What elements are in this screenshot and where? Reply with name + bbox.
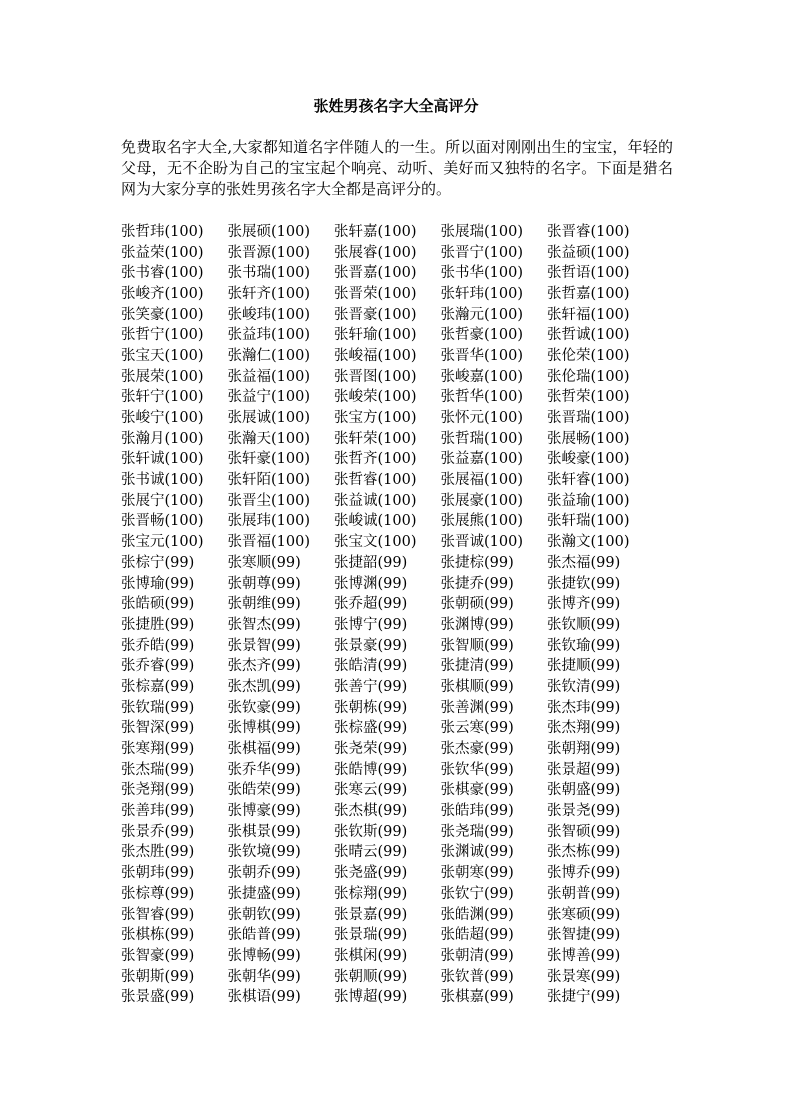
- name-entry: 张瀚元(100): [440, 306, 523, 323]
- name-row: [121, 241, 681, 262]
- name-entry: 张朝维(99): [227, 596, 301, 613]
- name-entry: 张钦普(99): [440, 968, 514, 985]
- name-entry: 张峻嘉(100): [440, 368, 523, 385]
- name-entry: 张晋诚(100): [440, 534, 523, 551]
- name-row: [121, 448, 681, 469]
- name-entry: 张峻福(100): [334, 347, 417, 364]
- name-entry: 张云寒(99): [440, 720, 514, 737]
- name-entry: 张景寒(99): [547, 968, 621, 985]
- name-entry: 张晋福(100): [227, 534, 310, 551]
- name-entry: 张钦境(99): [227, 844, 301, 861]
- name-entry: 张书华(100): [440, 265, 523, 282]
- name-entry: 张朝清(99): [440, 947, 514, 964]
- name-entry: 张皓渊(99): [440, 906, 514, 923]
- name-entry: 张书睿(100): [121, 265, 204, 282]
- name-entry: 张钦华(99): [440, 761, 514, 778]
- name-entry: 张智杰(99): [227, 616, 301, 633]
- name-entry: 张皓荣(99): [227, 782, 301, 799]
- name-row: [121, 261, 681, 282]
- name-row: [121, 861, 681, 882]
- name-row: [121, 923, 681, 944]
- name-entry: 张智深(99): [121, 720, 195, 737]
- name-entry: 张景豪(99): [334, 637, 408, 654]
- name-entry: 张钦顺(99): [547, 616, 621, 633]
- name-entry: 张景智(99): [227, 637, 301, 654]
- name-entry: 张轩陌(100): [227, 472, 310, 489]
- name-row: [121, 427, 681, 448]
- name-entry: 张朝普(99): [547, 885, 621, 902]
- name-entry: 张博渊(99): [334, 575, 408, 592]
- name-entry: 张善玮(99): [121, 803, 195, 820]
- name-entry: 张捷盛(99): [227, 885, 301, 902]
- name-entry: 张晋荣(100): [334, 285, 417, 302]
- name-entry: 张皓清(99): [334, 658, 408, 675]
- name-entry: 张景盛(99): [121, 989, 195, 1006]
- name-row: [121, 386, 681, 407]
- name-entry: 张杰翔(99): [547, 720, 621, 737]
- name-entry: 张朝寒(99): [440, 865, 514, 882]
- name-entry: 张棋栋(99): [121, 927, 195, 944]
- name-entry: 张尧荣(99): [334, 741, 408, 758]
- name-entry: 张轩瑞(100): [547, 513, 630, 530]
- name-entry: 张渊诚(99): [440, 844, 514, 861]
- name-row: [121, 613, 681, 634]
- name-entry: 张捷清(99): [440, 658, 514, 675]
- name-entry: 张寒云(99): [334, 782, 408, 799]
- name-entry: 张乔华(99): [227, 761, 301, 778]
- name-entry: 张博齐(99): [547, 596, 621, 613]
- name-entry: 张展睿(100): [334, 244, 417, 261]
- name-row: [121, 882, 681, 903]
- name-entry: 张杰豪(99): [440, 741, 514, 758]
- name-entry: 张哲瑞(100): [440, 430, 523, 447]
- name-entry: 张钦宁(99): [440, 885, 514, 902]
- name-entry: 张益瑜(100): [547, 492, 630, 509]
- name-entry: 张益荣(100): [121, 244, 204, 261]
- name-entry: 张景乔(99): [121, 823, 195, 840]
- name-entry: 张博畅(99): [227, 947, 301, 964]
- name-entry: 张宝天(100): [121, 347, 204, 364]
- name-entry: 张尧瑞(99): [440, 823, 514, 840]
- name-entry: 张景瑞(99): [334, 927, 408, 944]
- name-row: [121, 468, 681, 489]
- name-entry: 张展豪(100): [440, 492, 523, 509]
- name-entry: 张朝栋(99): [334, 699, 408, 716]
- name-entry: 张展玮(100): [227, 513, 310, 530]
- name-entry: 张哲华(100): [440, 389, 523, 406]
- name-row: [121, 675, 681, 696]
- name-row: [121, 841, 681, 862]
- name-row: [121, 323, 681, 344]
- name-entry: 张展硕(100): [227, 223, 310, 240]
- name-entry: 张棕宁(99): [121, 554, 195, 571]
- name-entry: 张峻荣(100): [334, 389, 417, 406]
- name-entry: 张棋闲(99): [334, 947, 408, 964]
- name-row: [121, 344, 681, 365]
- name-entry: 张轩玮(100): [440, 285, 523, 302]
- name-entry: 张朝硕(99): [440, 596, 514, 613]
- name-entry: 张博瑜(99): [121, 575, 195, 592]
- name-entry: 张朝盛(99): [547, 782, 621, 799]
- name-entry: 张宝方(100): [334, 410, 417, 427]
- name-entry: 张杰齐(99): [227, 658, 301, 675]
- name-row: [121, 654, 681, 675]
- name-entry: 张展瑞(100): [440, 223, 523, 240]
- name-entry: 张棋景(99): [227, 823, 301, 840]
- name-entry: 张善宁(99): [334, 678, 408, 695]
- name-entry: 张博乔(99): [547, 865, 621, 882]
- name-row: [121, 985, 681, 1006]
- name-row: [121, 696, 681, 717]
- name-entry: 张书诚(100): [121, 472, 204, 489]
- name-entry: 张益诚(100): [334, 492, 417, 509]
- name-entry: 张棋嘉(99): [440, 989, 514, 1006]
- name-entry: 张宝文(100): [334, 534, 417, 551]
- name-entry: 张棋福(99): [227, 741, 301, 758]
- name-entry: 张哲宁(100): [121, 327, 204, 344]
- name-entry: 张杰凯(99): [227, 678, 301, 695]
- name-entry: 张皓硕(99): [121, 596, 195, 613]
- name-entry: 张博宁(99): [334, 616, 408, 633]
- name-entry: 张捷乔(99): [440, 575, 514, 592]
- name-entry: 张朝斯(99): [121, 968, 195, 985]
- name-entry: 张皓普(99): [227, 927, 301, 944]
- name-entry: 张景尧(99): [547, 803, 621, 820]
- name-list: [121, 220, 681, 1006]
- name-entry: 张杰玮(99): [547, 699, 621, 716]
- name-entry: 张朝尊(99): [227, 575, 301, 592]
- name-entry: 张寒顺(99): [227, 554, 301, 571]
- name-entry: 张棋语(99): [227, 989, 301, 1006]
- name-entry: 张轩宁(100): [121, 389, 204, 406]
- name-row: [121, 965, 681, 986]
- name-entry: 张钦清(99): [547, 678, 621, 695]
- name-entry: 张晋华(100): [440, 347, 523, 364]
- name-entry: 张渊博(99): [440, 616, 514, 633]
- name-row: [121, 737, 681, 758]
- name-entry: 张博超(99): [334, 989, 408, 1006]
- name-entry: 张晋瑞(100): [547, 410, 630, 427]
- name-entry: 张智顺(99): [440, 637, 514, 654]
- name-entry: 张晴云(99): [334, 844, 408, 861]
- name-entry: 张益硕(100): [547, 244, 630, 261]
- name-entry: 张轩荣(100): [334, 430, 417, 447]
- name-entry: 张哲齐(100): [334, 451, 417, 468]
- name-entry: 张朝钦(99): [227, 906, 301, 923]
- name-entry: 张皓玮(99): [440, 803, 514, 820]
- name-entry: 张尧盛(99): [334, 865, 408, 882]
- name-entry: 张钦斯(99): [334, 823, 408, 840]
- name-entry: 张益嘉(100): [440, 451, 523, 468]
- name-entry: 张捷宁(99): [547, 989, 621, 1006]
- name-entry: 张轩齐(100): [227, 285, 310, 302]
- name-entry: 张峻齐(100): [121, 285, 204, 302]
- name-entry: 张轩诚(100): [121, 451, 204, 468]
- name-entry: 张博棋(99): [227, 720, 301, 737]
- name-row: [121, 220, 681, 241]
- name-entry: 张怀元(100): [440, 410, 523, 427]
- name-row: [121, 489, 681, 510]
- name-entry: 张朝顺(99): [334, 968, 408, 985]
- name-entry: 张峻宁(100): [121, 410, 204, 427]
- name-entry: 张朝乔(99): [227, 865, 301, 882]
- name-entry: 张杰瑞(99): [121, 761, 195, 778]
- name-entry: 张瀚文(100): [547, 534, 630, 551]
- name-entry: 张晋宁(100): [440, 244, 523, 261]
- name-entry: 张善渊(99): [440, 699, 514, 716]
- name-entry: 张乔超(99): [334, 596, 408, 613]
- name-entry: 张展畅(100): [547, 430, 630, 447]
- name-row: [121, 944, 681, 965]
- name-entry: 张轩瑜(100): [334, 327, 417, 344]
- name-entry: 张皓博(99): [334, 761, 408, 778]
- name-entry: 张轩豪(100): [227, 451, 310, 468]
- name-entry: 张棕嘉(99): [121, 678, 195, 695]
- name-entry: 张峻诚(100): [334, 513, 417, 530]
- name-entry: 张哲荣(100): [547, 389, 630, 406]
- name-entry: 张朝翔(99): [547, 741, 621, 758]
- name-entry: 张晋图(100): [334, 368, 417, 385]
- name-entry: 张捷棕(99): [440, 554, 514, 571]
- name-entry: 张展诚(100): [227, 410, 310, 427]
- name-entry: 张峻玮(100): [227, 306, 310, 323]
- name-entry: 张捷胜(99): [121, 616, 195, 633]
- name-entry: 张捷钦(99): [547, 575, 621, 592]
- name-entry: 张哲嘉(100): [547, 285, 630, 302]
- name-entry: 张轩福(100): [547, 306, 630, 323]
- name-entry: 张智豪(99): [121, 947, 195, 964]
- name-entry: 张展荣(100): [121, 368, 204, 385]
- name-entry: 张博善(99): [547, 947, 621, 964]
- name-entry: 张寒硕(99): [547, 906, 621, 923]
- name-entry: 张景超(99): [547, 761, 621, 778]
- name-row: [121, 551, 681, 572]
- name-entry: 张乔皓(99): [121, 637, 195, 654]
- name-entry: 张杰福(99): [547, 554, 621, 571]
- name-entry: 张哲玮(100): [121, 223, 204, 240]
- name-entry: 张瀚天(100): [227, 430, 310, 447]
- name-entry: 张乔睿(99): [121, 658, 195, 675]
- name-row: [121, 510, 681, 531]
- name-entry: 张展熊(100): [440, 513, 523, 530]
- name-entry: 张智捷(99): [547, 927, 621, 944]
- name-entry: 张瀚月(100): [121, 430, 204, 447]
- name-entry: 张益宁(100): [227, 389, 310, 406]
- name-row: [121, 303, 681, 324]
- name-row: [121, 406, 681, 427]
- name-entry: 张晋源(100): [227, 244, 310, 261]
- name-entry: 张晋嘉(100): [334, 265, 417, 282]
- name-entry: 张捷韶(99): [334, 554, 408, 571]
- name-entry: 张展宁(100): [121, 492, 204, 509]
- name-row: [121, 903, 681, 924]
- name-entry: 张笑豪(100): [121, 306, 204, 323]
- name-entry: 张伦荣(100): [547, 347, 630, 364]
- name-row: [121, 592, 681, 613]
- name-entry: 张哲豪(100): [440, 327, 523, 344]
- name-entry: 张晋豪(100): [334, 306, 417, 323]
- name-entry: 张捷顺(99): [547, 658, 621, 675]
- name-entry: 张棕尊(99): [121, 885, 195, 902]
- name-entry: 张智硕(99): [547, 823, 621, 840]
- intro-paragraph: 免费取名字大全,大家都知道名字伴随人的一生。所以面对刚刚出生的宝宝，年轻的父母，无不企盼为自己的宝宝起个响亮、动听、美好而又独特的名字。下面是猎名网为大家分享的张姓男孩名字大全都是高评分的。: [121, 138, 673, 198]
- name-entry: 张哲诚(100): [547, 327, 630, 344]
- name-entry: 张杰胜(99): [121, 844, 195, 861]
- name-entry: 张益福(100): [227, 368, 310, 385]
- name-entry: 张峻豪(100): [547, 451, 630, 468]
- name-entry: 张朝玮(99): [121, 865, 195, 882]
- name-entry: 张棕翔(99): [334, 885, 408, 902]
- name-entry: 张棕盛(99): [334, 720, 408, 737]
- name-row: [121, 799, 681, 820]
- name-entry: 张皓超(99): [440, 927, 514, 944]
- name-entry: 张钦瑜(99): [547, 637, 621, 654]
- name-row: [121, 820, 681, 841]
- name-entry: 张棋豪(99): [440, 782, 514, 799]
- name-entry: 张晋睿(100): [547, 223, 630, 240]
- name-entry: 张博豪(99): [227, 803, 301, 820]
- name-entry: 张杰栋(99): [547, 844, 621, 861]
- name-row: [121, 758, 681, 779]
- name-entry: 张伦瑞(100): [547, 368, 630, 385]
- name-entry: 张书瑞(100): [227, 265, 310, 282]
- name-entry: 张哲语(100): [547, 265, 630, 282]
- name-entry: 张智睿(99): [121, 906, 195, 923]
- name-entry: 张晋尘(100): [227, 492, 310, 509]
- name-row: [121, 572, 681, 593]
- name-row: [121, 530, 681, 551]
- name-entry: 张轩嘉(100): [334, 223, 417, 240]
- name-entry: 张景嘉(99): [334, 906, 408, 923]
- name-entry: 张晋畅(100): [121, 513, 204, 530]
- name-entry: 张寒翔(99): [121, 741, 195, 758]
- name-row: [121, 779, 681, 800]
- name-row: [121, 365, 681, 386]
- name-row: [121, 634, 681, 655]
- name-entry: 张杰棋(99): [334, 803, 408, 820]
- name-entry: 张钦豪(99): [227, 699, 301, 716]
- name-entry: 张棋顺(99): [440, 678, 514, 695]
- name-entry: 张宝元(100): [121, 534, 204, 551]
- name-entry: 张尧翔(99): [121, 782, 195, 799]
- name-entry: 张瀚仁(100): [227, 347, 310, 364]
- name-row: [121, 717, 681, 738]
- document-title: 张姓男孩名字大全高评分: [313, 97, 479, 115]
- name-entry: 张哲睿(100): [334, 472, 417, 489]
- name-row: [121, 282, 681, 303]
- name-entry: 张轩睿(100): [547, 472, 630, 489]
- name-entry: 张朝华(99): [227, 968, 301, 985]
- name-entry: 张益玮(100): [227, 327, 310, 344]
- name-entry: 张展福(100): [440, 472, 523, 489]
- name-entry: 张钦瑞(99): [121, 699, 195, 716]
